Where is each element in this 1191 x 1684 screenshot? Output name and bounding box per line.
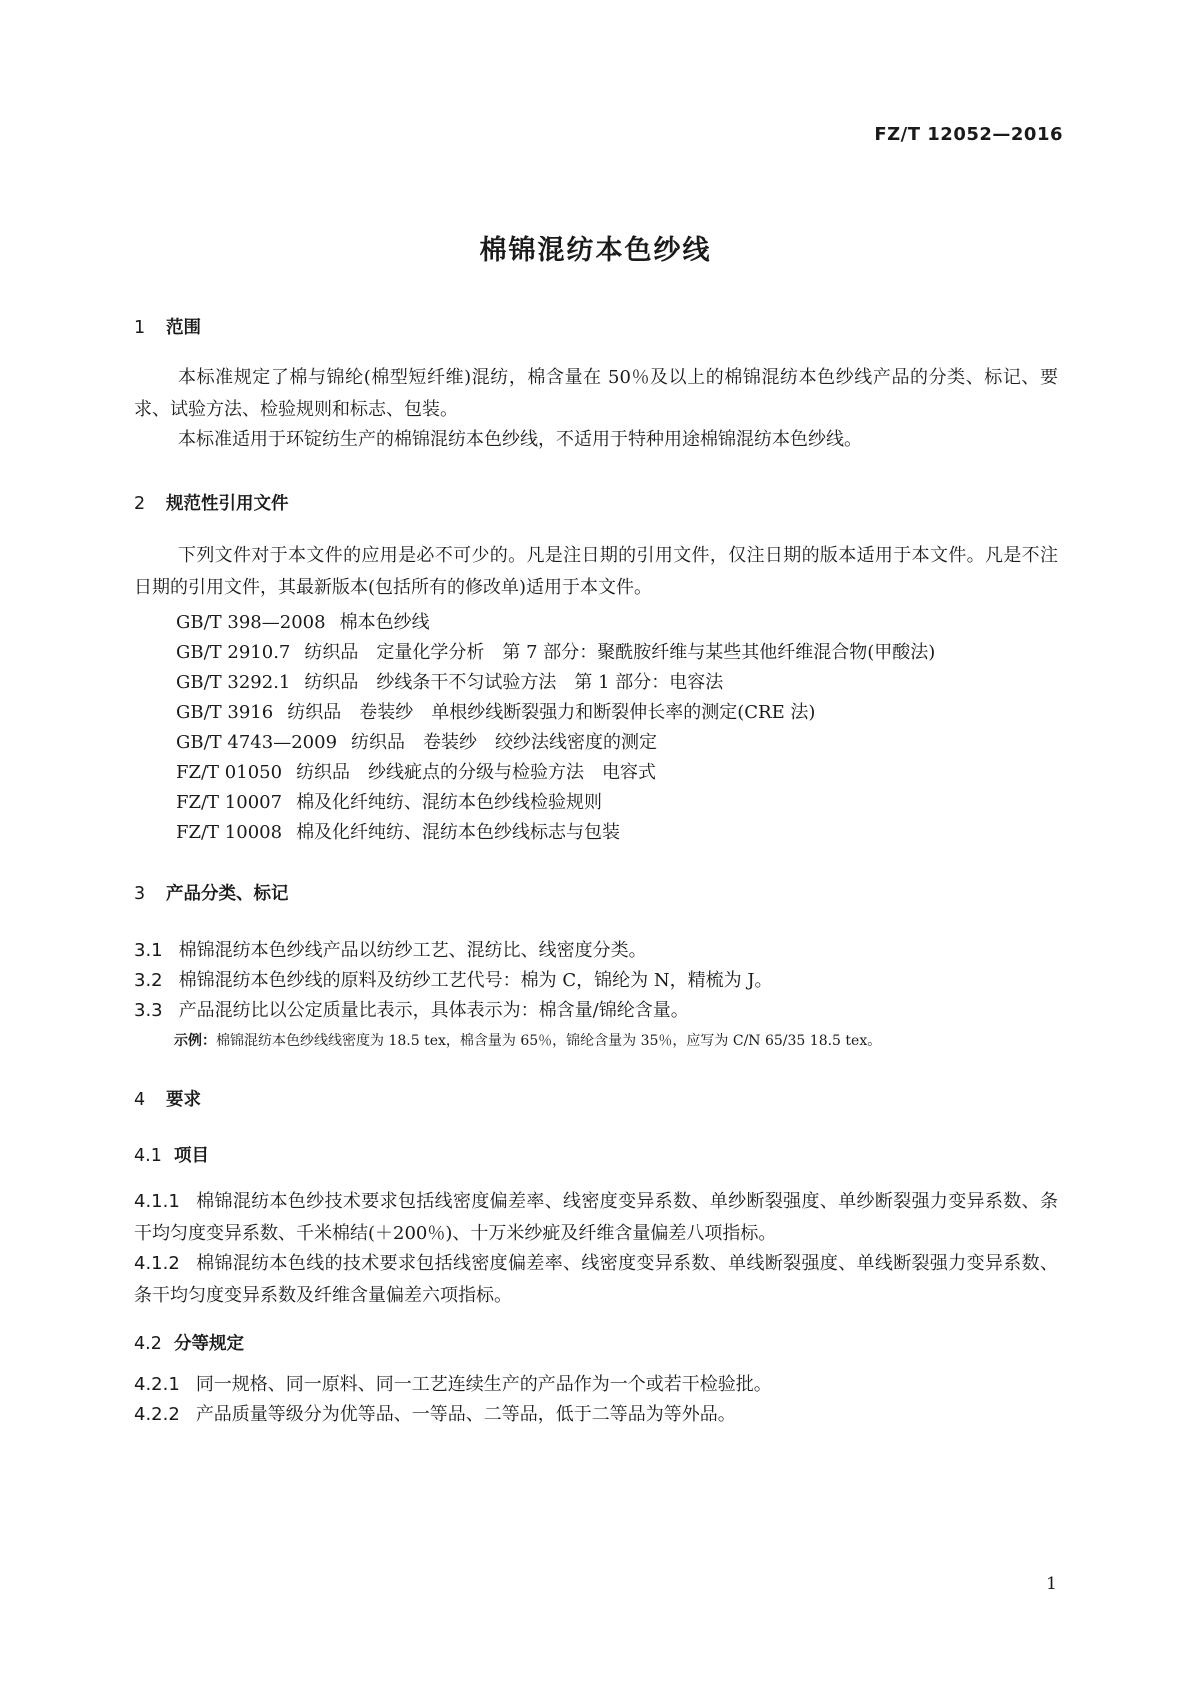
- clause-item: [134, 936, 647, 962]
- section-number: 1: [134, 318, 146, 338]
- reference-item: [176, 788, 602, 814]
- clause-text: 产品质量等级分为优等品、一等品、二等品，低于二等品为等外品。: [195, 1404, 736, 1425]
- clause-4-2-2: [134, 1400, 736, 1426]
- reference-title: 纺织品 纱线疵点的分级与检验方法 电容式: [296, 762, 657, 783]
- clause-item: [134, 966, 773, 992]
- section-title: 要求: [166, 1090, 201, 1110]
- reference-title: 棉及化纤纯纺、混纺本色纱线标志与包装: [296, 822, 621, 843]
- reference-code: GB/T 398—2008: [176, 612, 326, 633]
- reference-item: [176, 698, 815, 724]
- clause-text: 同一规格、同一原料、同一工艺连续生产的产品作为一个或若干检验批。: [195, 1374, 772, 1395]
- section-number: 3: [134, 884, 146, 904]
- clause-text: 产品混纺比以公定质量比表示，具体表示为：棉含量/锦纶含量。: [178, 1000, 689, 1021]
- reference-item: [176, 668, 723, 694]
- reference-item: [176, 818, 620, 844]
- reference-title: 纺织品 卷装纱 单根纱线断裂强力和断裂伸长率的测定(CRE 法): [287, 702, 816, 723]
- example-text: 棉锦混纺本色纱线线密度为 18.5 tex，棉含量为 65％，锦纶含量为 35％，应写为 C/N 65/35 18.5 tex。: [216, 1033, 882, 1049]
- section-3-heading: [134, 880, 289, 905]
- section-4-heading: [134, 1086, 201, 1111]
- reference-code: GB/T 2910.7: [176, 642, 291, 663]
- clause-number: 4.2.1: [134, 1374, 180, 1395]
- example-note: [174, 1030, 881, 1050]
- reference-title: 纺织品 卷装纱 绞纱法线密度的测定: [351, 732, 658, 753]
- standard-code: FZ/T 12052—2016: [874, 124, 1063, 145]
- subsection-title: 项目: [174, 1146, 209, 1166]
- document-title: 棉锦混纺本色纱线: [479, 235, 712, 266]
- section-2-heading: [134, 490, 289, 515]
- reference-item: [176, 728, 657, 754]
- subsection-4-2-heading: [134, 1330, 244, 1355]
- reference-title: 纺织品 纱线条干不匀试验方法 第 1 部分：电容法: [304, 672, 724, 693]
- reference-code: FZ/T 10008: [176, 822, 283, 843]
- clause-text: 棉锦混纺本色纱技术要求包括线密度偏差率、线密度变异系数、单纱断裂强度、单纱断裂强力变异系数、条干均匀度变异系数、千米棉结(＋200％)、十万米纱疵及纤维含量偏差八项指标。: [134, 1191, 1058, 1244]
- clause-text: 棉锦混纺本色纱线的原料及纺纱工艺代号：棉为 C，锦纶为 N，精梳为 J。: [178, 970, 773, 991]
- scope-paragraph-2: 本标准适用于环锭纺生产的棉锦混纺本色纱线，不适用于特种用途棉锦混纺本色纱线。: [178, 429, 862, 450]
- clause-text: 棉锦混纺本色线的技术要求包括线密度偏差率、线密度变异系数、单线断裂强度、单线断裂强力变异系数、条干均匀度变异系数及纤维含量偏差六项指标。: [134, 1253, 1058, 1306]
- reference-item: [176, 638, 935, 664]
- reference-code: GB/T 3916: [176, 702, 274, 723]
- clause-number: 3.3: [134, 1000, 163, 1021]
- clause-number: 3.1: [134, 940, 163, 961]
- clause-number: 4.1.2: [134, 1253, 180, 1274]
- subsection-4-1-heading: [134, 1142, 209, 1167]
- reference-code: GB/T 4743—2009: [176, 732, 338, 753]
- section-title: 范围: [166, 318, 201, 338]
- reference-code: GB/T 3292.1: [176, 672, 291, 693]
- reference-code: FZ/T 10007: [176, 792, 283, 813]
- reference-title: 棉本色纱线: [339, 612, 430, 633]
- subsection-title: 分等规定: [174, 1334, 244, 1354]
- clause-4-1-1: [134, 1186, 1058, 1250]
- subsection-number: 4.2: [134, 1334, 162, 1354]
- reference-code: FZ/T 01050: [176, 762, 283, 783]
- clause-number: 4.1.1: [134, 1191, 180, 1212]
- clause-number: 4.2.2: [134, 1404, 180, 1425]
- section-1-heading: [134, 314, 201, 339]
- clause-text: 棉锦混纺本色纱线产品以纺纱工艺、混纺比、线密度分类。: [178, 940, 647, 961]
- clause-4-1-2: [134, 1248, 1058, 1312]
- subsection-number: 4.1: [134, 1146, 162, 1166]
- reference-title: 纺织品 定量化学分析 第 7 部分：聚酰胺纤维与某些其他纤维混合物(甲酸法): [304, 642, 936, 663]
- clause-number: 3.2: [134, 970, 163, 991]
- section-title: 规范性引用文件: [166, 494, 289, 514]
- section-title: 产品分类、标记: [166, 884, 289, 904]
- clause-4-2-1: [134, 1370, 772, 1396]
- reference-title: 棉及化纤纯纺、混纺本色纱线检验规则: [296, 792, 603, 813]
- clause-item: [134, 996, 689, 1022]
- scope-paragraph-1: 本标准规定了棉与锦纶(棉型短纤维)混纺，棉含量在 50％及以上的棉锦混纺本色纱线产品的分类、标记、要求、试验方法、检验规则和标志、包装。: [134, 367, 1058, 420]
- example-label: 示例：: [174, 1033, 216, 1049]
- section-number: 4: [134, 1090, 146, 1110]
- page-number: 1: [1046, 1574, 1057, 1594]
- normative-refs-intro: 下列文件对于本文件的应用是必不可少的。凡是注日期的引用文件，仅注日期的版本适用于本文件。凡是不注日期的引用文件，其最新版本(包括所有的修改单)适用于本文件。: [134, 545, 1058, 598]
- reference-item: [176, 608, 430, 634]
- reference-item: [176, 758, 656, 784]
- section-number: 2: [134, 494, 146, 514]
